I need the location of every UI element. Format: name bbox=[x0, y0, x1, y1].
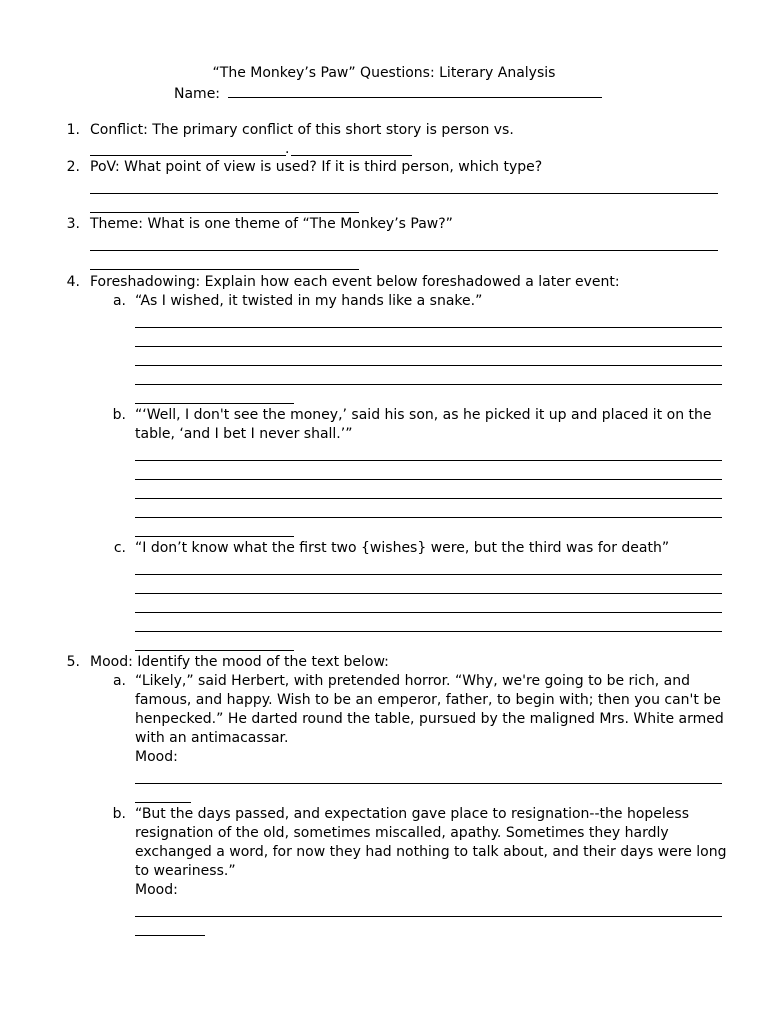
question-5b-passage-line-3: exchanged a word, for now they had nothing to talk about, and their days were long bbox=[135, 844, 727, 860]
question-5b-passage-line-4: to weariness.” bbox=[135, 863, 236, 879]
question-5b-letter: b. bbox=[112, 806, 126, 822]
question-4b-quote-line-1: “‘Well, I don't see the money,’ said his son, as he picked it up and placed it on the bbox=[135, 407, 712, 423]
question-2-text: PoV: What point of view is used? If it is third person, which type? bbox=[90, 159, 543, 175]
question-4c-answer-line[interactable] bbox=[135, 593, 722, 594]
question-4b-answer-line[interactable] bbox=[135, 536, 294, 537]
question-5-number: 5. bbox=[66, 654, 80, 670]
question-5-text: Mood: Identify the mood of the text below: bbox=[90, 654, 389, 670]
question-1-answer-blank-2[interactable] bbox=[291, 155, 412, 156]
question-5a-passage-line-3: henpecked.” He darted round the table, pursued by the maligned Mrs. White armed bbox=[135, 711, 724, 727]
question-4c-answer-line[interactable] bbox=[135, 612, 722, 613]
question-5a-mood-label: Mood: bbox=[135, 749, 178, 765]
question-4a-answer-line[interactable] bbox=[135, 403, 294, 404]
question-4-number: 4. bbox=[66, 274, 80, 290]
question-4-text: Foreshadowing: Explain how each event below foreshadowed a later event: bbox=[90, 274, 620, 290]
question-4b-quote-line-2: table, ‘and I bet I never shall.’” bbox=[135, 426, 353, 442]
question-5a-passage-line-1: “Likely,” said Herbert, with pretended horror. “Why, we're going to be rich, and bbox=[135, 673, 690, 689]
question-2-answer-line[interactable] bbox=[90, 193, 718, 194]
question-4a-answer-line[interactable] bbox=[135, 346, 722, 347]
question-4b-letter: b. bbox=[112, 407, 126, 423]
question-5a-passage-line-4: with an antimacassar. bbox=[135, 730, 289, 746]
question-5b-answer-line[interactable] bbox=[135, 916, 722, 917]
question-5b-passage-line-1: “But the days passed, and expectation gave place to resignation--the hopeless bbox=[135, 806, 689, 822]
question-4a-answer-line[interactable] bbox=[135, 384, 722, 385]
question-4c-quote: “I don’t know what the first two {wishes} were, but the third was for death” bbox=[135, 540, 670, 556]
question-4c-answer-line[interactable] bbox=[135, 650, 294, 651]
question-5a-answer-line[interactable] bbox=[135, 802, 191, 803]
page-title: “The Monkey’s Paw” Questions: Literary Analysis bbox=[212, 65, 556, 81]
name-row bbox=[174, 83, 602, 104]
question-4b-answer-line[interactable] bbox=[135, 479, 722, 480]
question-2-number: 2. bbox=[66, 159, 80, 175]
question-4a-letter: a. bbox=[112, 293, 126, 309]
question-5b-answer-line[interactable] bbox=[135, 935, 205, 936]
question-3-text: Theme: What is one theme of “The Monkey’s Paw?” bbox=[90, 216, 453, 232]
question-1-text: Conflict: The primary conflict of this short story is person vs. bbox=[90, 122, 514, 138]
question-3-answer-line[interactable] bbox=[90, 250, 718, 251]
question-1-number: 1. bbox=[66, 122, 80, 138]
question-5a-answer-line[interactable] bbox=[135, 783, 722, 784]
question-4b-answer-line[interactable] bbox=[135, 517, 722, 518]
question-4c-answer-line[interactable] bbox=[135, 574, 722, 575]
question-4a-answer-line[interactable] bbox=[135, 365, 722, 366]
question-5a-letter: a. bbox=[112, 673, 126, 689]
question-1-separator: . bbox=[285, 141, 290, 157]
question-4b-answer-line[interactable] bbox=[135, 460, 722, 461]
question-1-answer-blank-1[interactable] bbox=[90, 155, 286, 156]
question-5b-mood-label: Mood: bbox=[135, 882, 178, 898]
question-3-number: 3. bbox=[66, 216, 80, 232]
question-4b-answer-line[interactable] bbox=[135, 498, 722, 499]
question-4c-letter: c. bbox=[113, 540, 126, 556]
question-2-answer-line[interactable] bbox=[90, 212, 359, 213]
name-field[interactable] bbox=[228, 83, 602, 98]
question-4a-answer-line[interactable] bbox=[135, 327, 722, 328]
question-5a-passage-line-2: famous, and happy. Wish to be an emperor, father, to begin with; then you can't be bbox=[135, 692, 721, 708]
question-4c-answer-line[interactable] bbox=[135, 631, 722, 632]
name-label: Name: bbox=[174, 86, 221, 102]
question-5b-passage-line-2: resignation of the old, sometimes miscalled, apathy. Sometimes they hardly bbox=[135, 825, 669, 841]
question-4a-quote: “As I wished, it twisted in my hands like a snake.” bbox=[135, 293, 483, 309]
question-3-answer-line[interactable] bbox=[90, 269, 359, 270]
